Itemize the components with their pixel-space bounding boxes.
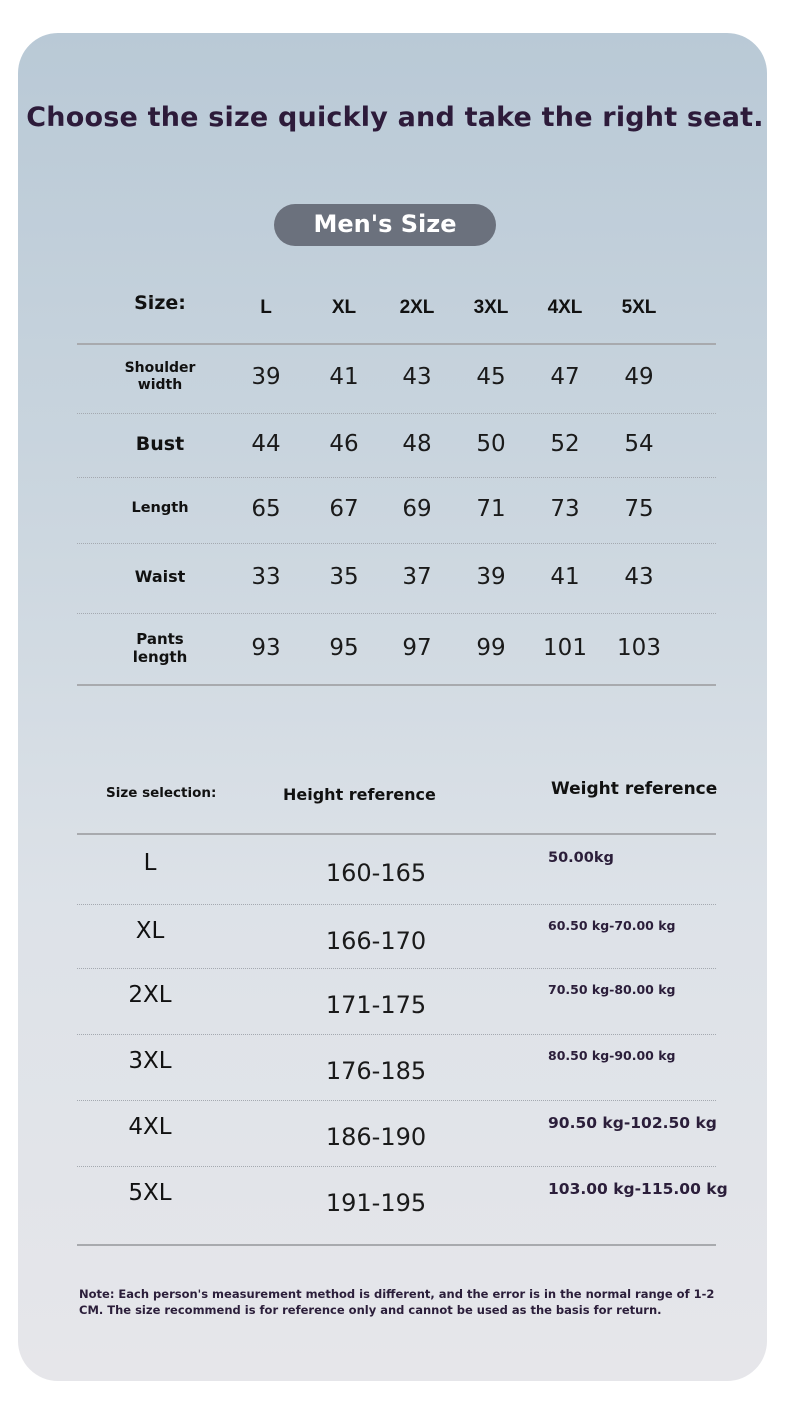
table-top-rule <box>77 343 716 345</box>
selection-height: 166-170 <box>325 927 427 955</box>
measurement-value: 47 <box>550 364 580 390</box>
row-divider <box>77 543 716 544</box>
selection-size: L <box>143 850 157 876</box>
selection-bottom-rule <box>77 1244 716 1246</box>
row-divider <box>77 1166 716 1167</box>
measurement-value: 67 <box>329 496 359 522</box>
measurement-value: 95 <box>329 634 359 661</box>
measurement-label-line: Bust <box>135 432 185 455</box>
measurement-label-line: Shoulder <box>124 360 196 377</box>
measurement-value: 35 <box>329 564 359 590</box>
selection-size: 3XL <box>128 1048 172 1074</box>
row-divider <box>77 477 716 478</box>
measurement-value: 41 <box>329 364 359 390</box>
measurement-label-line: Length <box>131 500 189 517</box>
selection-top-rule <box>77 833 716 835</box>
size-header-label: Size: <box>134 292 186 314</box>
headline: Choose the size quickly and take the right seat. <box>26 102 764 133</box>
row-divider <box>77 904 716 905</box>
measurement-value: 103 <box>617 634 661 661</box>
selection-weight: 90.50 kg-102.50 kg <box>548 1114 717 1132</box>
size-header-1: XL <box>331 297 357 318</box>
measurement-value: 39 <box>476 564 506 590</box>
measurement-value: 37 <box>402 564 432 590</box>
row-divider <box>77 1034 716 1035</box>
measurement-value: 75 <box>624 496 654 522</box>
measurement-label-line: width <box>137 376 183 393</box>
selection-weight: 50.00kg <box>548 850 614 866</box>
measurement-value: 54 <box>624 431 654 457</box>
measurement-value: 48 <box>402 431 432 457</box>
row-divider <box>77 413 716 414</box>
measurement-label-line: Pants <box>136 629 184 648</box>
measurement-value: 71 <box>476 496 506 522</box>
measurement-value: 41 <box>550 564 580 590</box>
measurement-label-line: Waist <box>134 567 186 587</box>
measurement-value: 49 <box>624 364 654 390</box>
measurement-value: 45 <box>476 364 506 390</box>
measurement-value: 93 <box>251 634 281 661</box>
selection-size: 2XL <box>128 982 172 1008</box>
measurement-value: 33 <box>251 564 281 590</box>
measurement-value: 52 <box>550 431 580 457</box>
size-header-5: 5XL <box>621 297 657 318</box>
measurement-label <box>100 433 220 456</box>
selection-height: 176-185 <box>325 1057 427 1085</box>
measurement-value: 97 <box>402 634 432 661</box>
selection-weight: 103.00 kg-115.00 kg <box>548 1180 728 1198</box>
measurement-label <box>100 500 220 517</box>
measurement-value: 43 <box>402 364 432 390</box>
measurement-label <box>100 567 220 586</box>
row-divider <box>77 613 716 614</box>
size-header-4: 4XL <box>547 297 583 318</box>
size-header-2: 2XL <box>399 297 435 318</box>
size-header-0: L <box>260 297 272 318</box>
selection-height: 191-195 <box>325 1189 427 1217</box>
row-divider <box>77 968 716 969</box>
size-header-3: 3XL <box>473 297 509 318</box>
measurement-label <box>100 360 220 394</box>
measurement-value: 46 <box>329 431 359 457</box>
measurement-value: 65 <box>251 496 281 522</box>
selection-header-height: Height reference <box>283 785 436 804</box>
measurement-value: 44 <box>251 431 281 457</box>
table-bottom-rule <box>77 684 716 686</box>
measurement-value: 39 <box>251 364 281 390</box>
selection-size: XL <box>135 918 165 944</box>
row-divider <box>77 1100 716 1101</box>
selection-weight: 70.50 kg-80.00 kg <box>548 982 676 997</box>
section-title-pill: Men's Size <box>274 204 496 246</box>
selection-height: 186-190 <box>325 1123 427 1151</box>
selection-height: 160-165 <box>325 859 427 887</box>
selection-header-weight: Weight reference <box>551 779 718 799</box>
selection-header-size: Size selection: <box>106 785 217 801</box>
selection-height: 171-175 <box>325 991 427 1019</box>
measurement-value: 73 <box>550 496 580 522</box>
measurement-value: 50 <box>476 431 506 457</box>
selection-size: 4XL <box>128 1114 172 1140</box>
measurement-label-line: length <box>132 647 188 666</box>
selection-size: 5XL <box>128 1180 172 1206</box>
measurement-value: 69 <box>402 496 432 522</box>
measurement-value: 43 <box>624 564 654 590</box>
measurement-value: 99 <box>476 634 506 661</box>
measurement-value: 101 <box>543 634 587 661</box>
measurement-label <box>100 630 220 666</box>
note-text: Note: Each person's measurement method is different, and the error is in the normal range of 1-2 CM. The size recommend is for reference only and cannot be used as the basis for return. <box>79 1287 715 1317</box>
selection-weight: 80.50 kg-90.00 kg <box>548 1048 676 1063</box>
selection-weight: 60.50 kg-70.00 kg <box>548 918 676 933</box>
